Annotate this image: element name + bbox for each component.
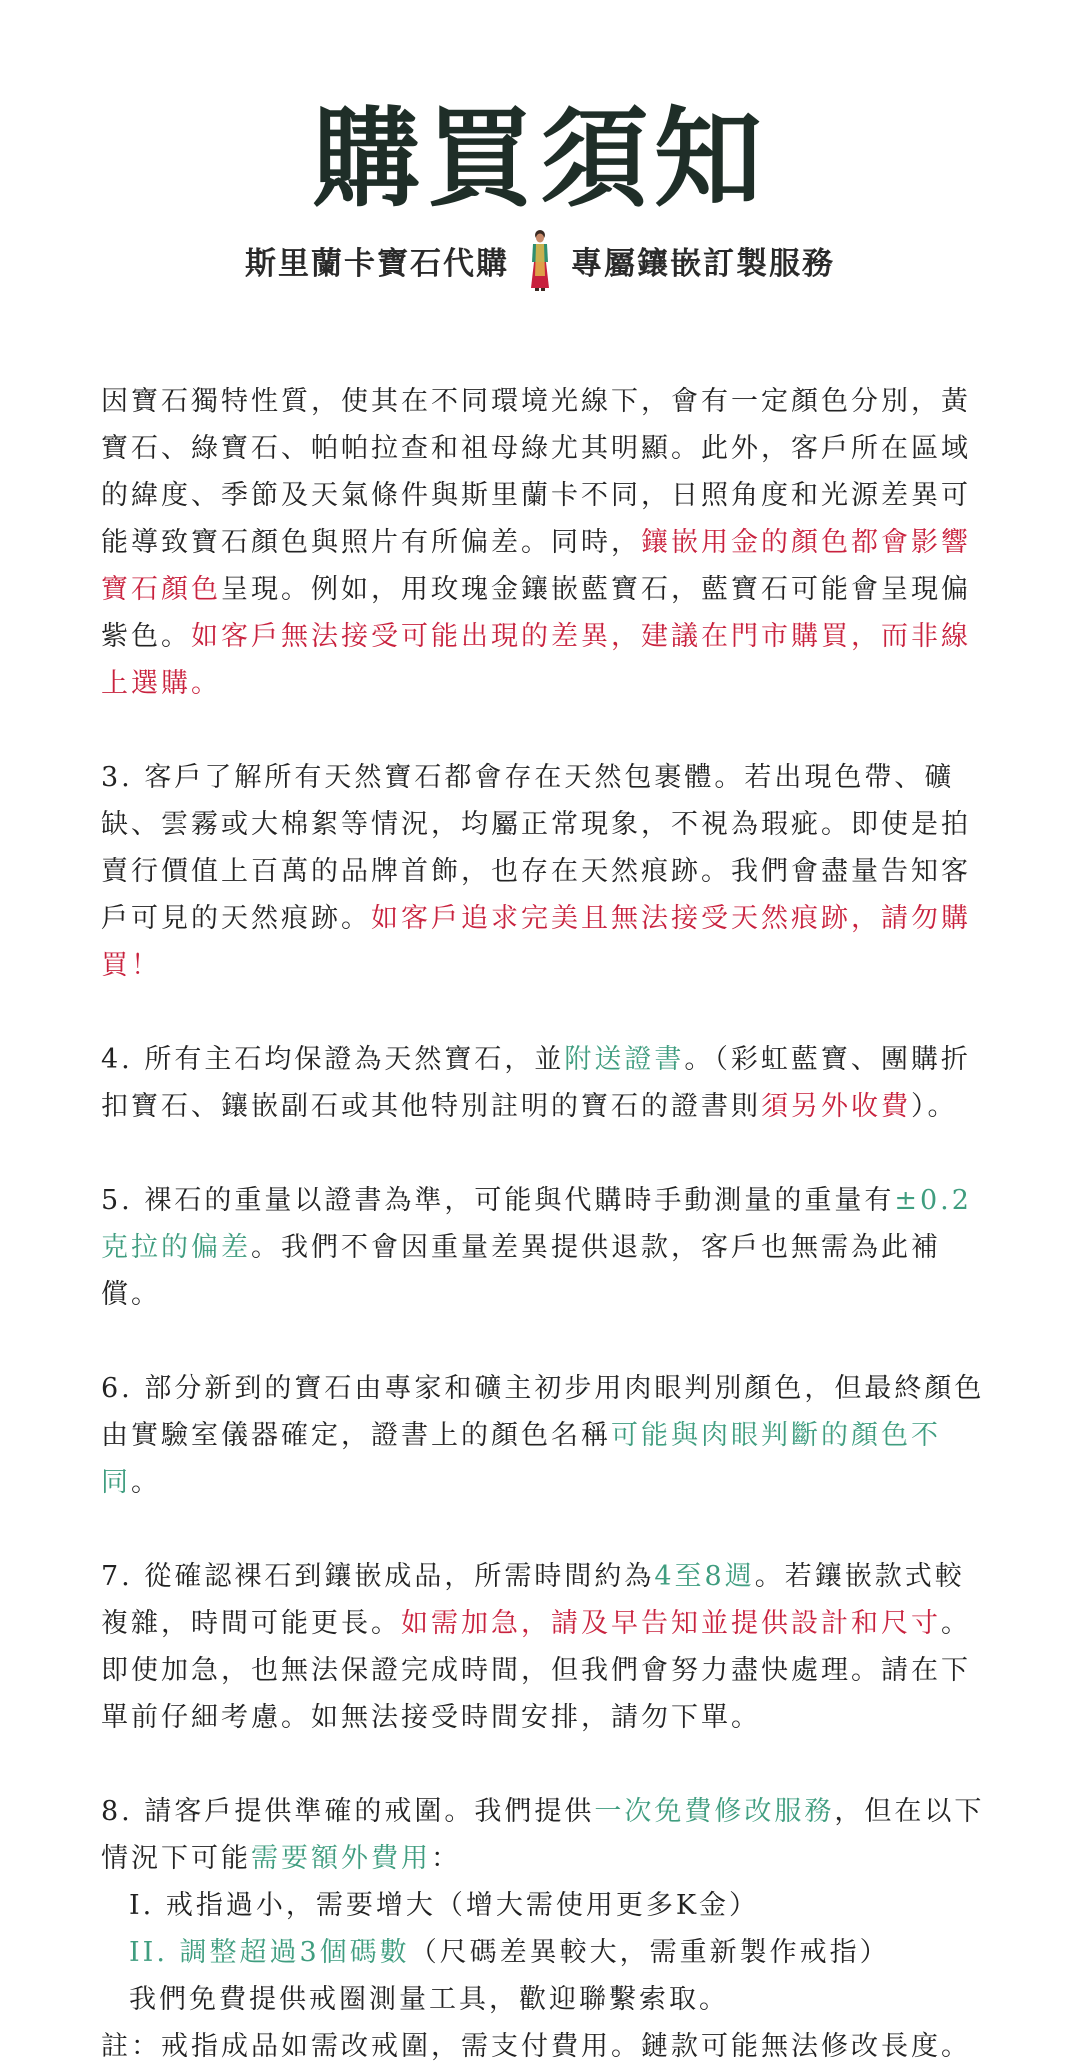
highlight-red: 鑲嵌用金的顏色都會影響寶石顏色 (101, 527, 971, 605)
page-title: 購買須知 (311, 96, 768, 222)
highlight-green: 4至8週 (654, 1561, 755, 1592)
paragraph-5-weight (101, 1177, 991, 1318)
text: 3. 客戶了解所有天然寶石都會存在天然包裹體。若出現色帶、礦缺、雲霧或大棉絮等情況，均屬正常現象，不視為瑕疵。即使是拍賣行價值上百萬的品牌首飾，也存在天然痕跡。我們會盡量告知客戶可見的天然痕跡。 (101, 762, 971, 934)
paragraph-color-notice (101, 378, 991, 707)
notice-body (101, 378, 991, 2070)
highlight-green: 需要額外費用 (251, 1843, 431, 1874)
highlight-green: 附送證書 (564, 1044, 685, 1075)
highlight-green: 一次免費修改服務 (594, 1796, 835, 1827)
text: 。我們不會因重量差異提供退款，客戶也無需為此補償。 (101, 1232, 941, 1310)
text: 因寶石獨特性質，使其在不同環境光線下，會有一定顏色分別，黃寶石、綠寶石、帕帕拉查和祖母綠尤其明顯。此外，客戶所在區域的緯度、季節及天氣條件與斯里蘭卡不同，日照角度和光源差異可能導致寶石顏色與照片有所偏差。同時， (101, 386, 971, 558)
text: 7. 從確認裸石到鑲嵌成品，所需時間約為 (101, 1561, 655, 1592)
highlight-green: ±0.2克拉的偏差 (101, 1185, 972, 1263)
text: ，但在以下情況下可能 (101, 1796, 985, 1874)
text: ）。 (911, 1091, 958, 1122)
paragraph-3-inclusions (101, 754, 991, 989)
ring-size-item-1: I. 戒指過小，需要增大（增大需使用更多K金） (129, 1890, 760, 1921)
paragraph-4-certificate (101, 1036, 991, 1130)
page-subtitle (0, 228, 1080, 292)
subtitle-left: 斯里蘭卡寶石代購 (245, 245, 509, 282)
highlight-red: 如客戶無法接受可能出現的差異，建議在門市購買，而非線上選購。 (101, 621, 971, 699)
text: 。（彩虹藍寶、團購折扣寶石、鑲嵌副石或其他特別註明的寶石的證書則 (101, 1044, 971, 1122)
highlight-green: II. 調整超過3個碼數 (129, 1937, 410, 1968)
text: 5. 裸石的重量以證書為準，可能與代購時手動測量的重量有 (101, 1185, 895, 1216)
text: 6. 部分新到的寶石由專家和礦主初步用肉眼判別顏色，但最終顏色由實驗室儀器確定，證書上的顏色名稱 (101, 1373, 985, 1451)
paragraph-7-lead-time (101, 1553, 991, 1741)
paragraph-8-ring-size (101, 1788, 991, 1882)
text: 。若鑲嵌款式較複雜，時間可能更長。 (101, 1561, 965, 1639)
highlight-red: 如客戶追求完美且無法接受天然痕跡，請勿購買！ (101, 903, 971, 981)
ring-size-item-2 (101, 1929, 991, 1976)
highlight-green: 可能與肉眼判斷的顏色不同 (101, 1420, 941, 1498)
text: 8. 請客戶提供準確的戒圍。我們提供 (101, 1796, 595, 1827)
highlight-red: 如需加急，請及早告知並提供設計和尺寸 (401, 1608, 941, 1639)
text: ： (431, 1843, 461, 1874)
highlight-red: 須另外收費 (761, 1091, 911, 1122)
text: 。即使加急，也無法保證完成時間，但我們會努力盡快處理。請在下單前仔細考慮。如無法接受時間安排，請勿下單。 (101, 1608, 971, 1733)
text: 4. 所有主石均保證為天然寶石，並 (101, 1044, 565, 1075)
text: 。 (131, 1467, 161, 1498)
footnote: 註：戒指成品如需改戒圍，需支付費用。鏈款可能無法修改長度。 (101, 2031, 971, 2062)
paragraph-6-color-grading (101, 1365, 991, 1506)
text: 呈現。例如，用玫瑰金鑲嵌藍寶石，藍寶石可能會呈現偏紫色。 (101, 574, 971, 652)
text: （尺碼差異較大，需重新製作戒指） (409, 1937, 890, 1968)
ring-size-tool-note: 我們免費提供戒圈測量工具，歡迎聯繫索取。 (129, 1984, 729, 2015)
sri-lankan-woman-figure-icon (523, 228, 557, 292)
subtitle-right: 專屬鑲嵌訂製服務 (571, 245, 835, 282)
